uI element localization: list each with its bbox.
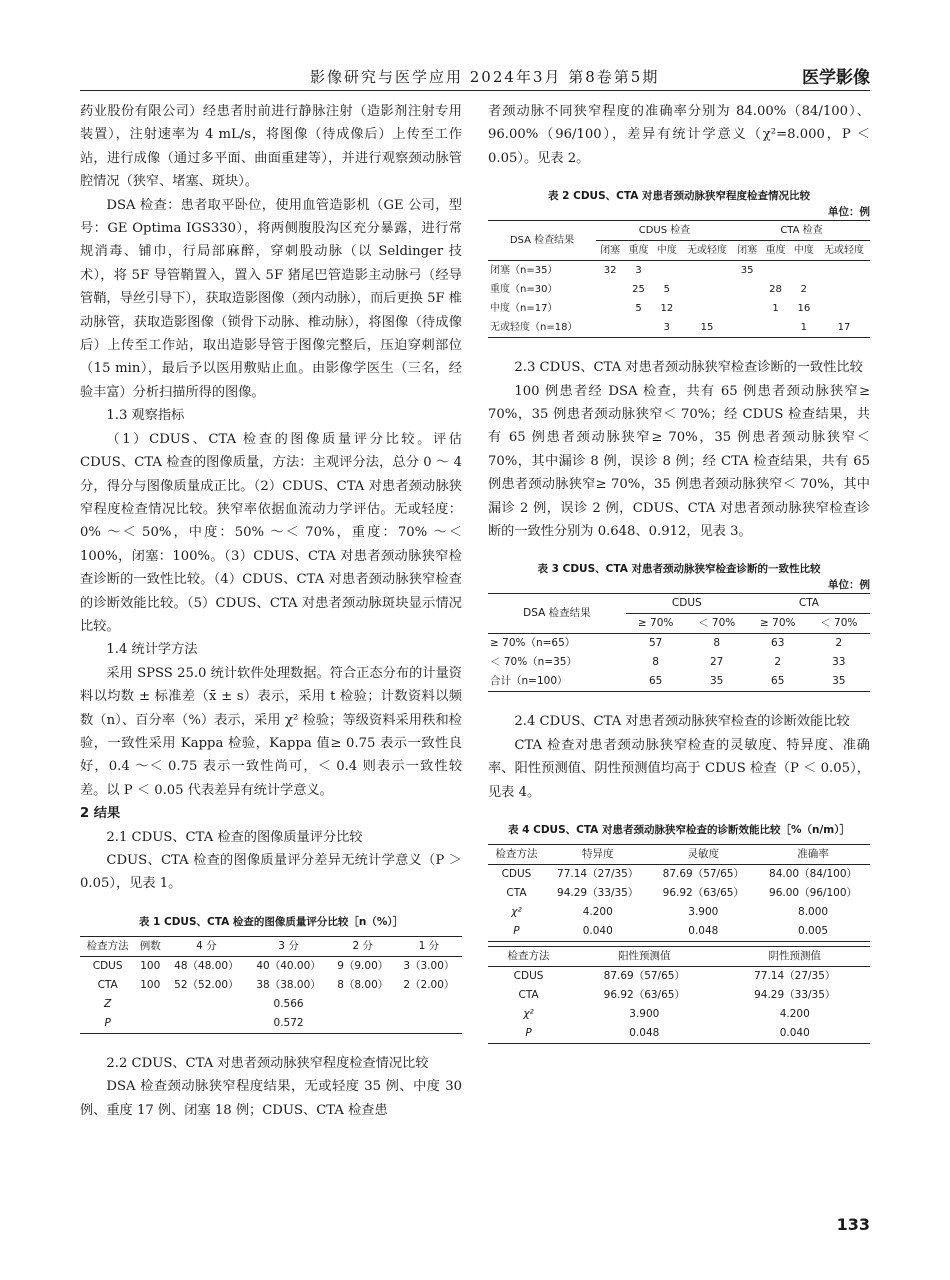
table-cell: 0.005 [798, 925, 829, 938]
table2-unit: 单位：例 [828, 206, 870, 219]
table-header-cell: 3 分 [278, 939, 299, 952]
paragraph: 采用 SPSS 25.0 统计软件处理数据。符合正态分布的计量资料以均数 ± 标准差（x̄ ± s）表示，采用 t 检验；计数资料以频数（n）、百分率（%）表示，采用 χ² 检验；等级资料采用秩和检验，一致性采用 Kappa 检验，Kappa 值≥ 0.75 表示一致性良好，0.4 ～＜ 0.75 表示一致性尚可，＜ 0.4 则表示一致性较差。以 P ＜ 0.05 代表差异有统计学意义。 [80, 665, 462, 798]
table-header-cell: 例数 [139, 939, 161, 952]
table-cell [761, 318, 789, 338]
table-header-cell: 2 分 [352, 939, 373, 952]
table-row [80, 956, 462, 976]
table-cell: 9（9.00） [337, 959, 389, 972]
table-row [80, 976, 462, 995]
table-cell: 2 [835, 637, 843, 650]
table1-caption: 表 1 CDUS、CTA 检查的图像质量评分比较［n（%）］ [138, 915, 404, 928]
table-header-cell: ＜ 70% [698, 617, 736, 630]
table-header-cell: DSA 检查结果 [488, 221, 596, 261]
table-row [488, 299, 870, 318]
table-cell: 94.29（33/35） [557, 887, 639, 900]
table-group-header: CTA [748, 594, 870, 614]
table-cell: 3 [635, 265, 642, 277]
table-cell: 闭塞（n=35） [490, 265, 558, 277]
table-cell: 12 [660, 303, 674, 315]
table-cell: 3.900 [688, 906, 719, 919]
table-cell: 8 [652, 656, 659, 669]
table-cell [596, 318, 624, 338]
table-cell: 重度（n=30） [490, 284, 558, 296]
paragraph: 100 例患者经 DSA 检查，共有 65 例患者颈动脉狭窄≥ 70%，35 例患者颈动脉狭窄＜ 70%；经 CDUS 检查结果，共有 65 例患者颈动脉狭窄≥ 70%，35 例患者颈动脉狭窄＜ 70%，其中漏诊 8 例，误诊 8 例；经 CTA 检查结果，共有 65 例患者颈动脉狭窄≥ 70%，35 例患者颈动脉狭窄＜ 70%，其中漏诊 2 例，误诊 2 例，CDUS、CTA 对患者颈动脉狭窄检查诊断的一致性分别为 0.648、0.912，见表 3。 [488, 383, 870, 540]
table-row [488, 653, 870, 672]
table-cell: 27 [710, 656, 724, 669]
page-number: 133 [836, 1215, 870, 1234]
table-header-cell: 检查方法 [86, 939, 129, 952]
table-cell: P [525, 1027, 532, 1040]
table-header-cell: 1 分 [418, 939, 440, 952]
table-cell: 28 [769, 284, 782, 296]
table4-caption: 表 4 CDUS、CTA 对患者颈动脉狭窄检查的诊断效能比较［%（n/m）］ [508, 824, 850, 837]
table-cell [624, 318, 652, 338]
table-cell: 5 [635, 303, 642, 315]
table-header-cell: 重度 [628, 245, 649, 257]
table-cell: 8.000 [798, 906, 829, 919]
table-cell: 0.048 [629, 1027, 660, 1040]
table-row [488, 1024, 870, 1044]
table-cell: Z [104, 997, 112, 1010]
table-cell: 2 [774, 656, 782, 669]
table-cell: 77.14（27/35） [754, 970, 836, 983]
table-cell: 8 [713, 637, 721, 650]
table-row [488, 903, 870, 922]
table-cell: ≥ 70%（n=65） [490, 637, 576, 650]
table-cell: 48（48.00） [174, 959, 239, 972]
table-row [80, 995, 462, 1014]
table-cell: 3.900 [629, 1008, 660, 1021]
table-cell [653, 261, 681, 281]
table-cell: 87.69（57/65） [603, 970, 685, 983]
table4-part-b [488, 946, 870, 1044]
table-row [488, 967, 870, 987]
table-cell: 35 [740, 265, 754, 277]
table3 [488, 593, 870, 692]
table-cell: 2（2.00） [403, 978, 455, 991]
table-header-cell: 4 分 [196, 939, 217, 952]
table-cell: 无或轻度（n=18） [490, 322, 578, 334]
table-cell: 合计（n=100） [490, 675, 568, 688]
right-column [488, 100, 870, 1044]
table-cell: 65 [648, 675, 663, 688]
table-header-cell: 闭塞 [600, 245, 621, 257]
table-cell: 16 [797, 303, 811, 315]
table-cell: 17 [837, 322, 851, 334]
table-row [80, 1014, 462, 1034]
table-cell [733, 318, 761, 338]
table-header-cell: 灵敏度 [687, 848, 720, 861]
table-cell: 0.572 [273, 1016, 304, 1029]
table-group-header: CTA 检查 [733, 221, 870, 241]
table-cell [790, 261, 818, 281]
paragraph: DSA 检查颈动脉狭窄程度结果，无或轻度 35 例、中度 30 例、重度 17 例、闭塞 18 例；CDUS、CTA 检查患 [80, 1079, 462, 1118]
paragraph: DSA 检查：患者取平卧位，使用血管造影机（GE 公司，型号：GE Optima IGS330），将两侧腹股沟区充分暴露，进行常规消毒、铺巾，行局部麻醉，穿刺股动脉（以 Seldinger 技术），将 5F 导管鞘置入，置入 5F 猪尾巴管造影主动脉弓（经导管鞘，导丝引导下），获取造影图像（颈内动脉），而后更换 5F 椎动脉管，获取造影图像（锁骨下动脉、椎动脉），将图像（待成像后）上传至工作站，取出造影导管于图像完整后，压迫穿刺部位（15 min），最后予以医用敷贴止血。由影像学医生（三名，经验丰富）分析扫描所得的图像。 [80, 197, 462, 400]
table-cell: 96.92（63/65） [662, 887, 744, 900]
table-cell [681, 261, 733, 281]
subsection-heading: 2.4 CDUS、CTA 对患者颈动脉狭窄检查的诊断效能比较 [514, 714, 850, 730]
paragraph: （1）CDUS、CTA 检查的图像质量评分比较。评估 CDUS、CTA 检查的图像质量，方法：主观评分法，总分 0 ～ 4 分，得分与图像质量成正比。（2）CDUS、CTA 对患者颈动脉狭窄程度检查情况比较。狭窄率依据血流动力学评估。无或轻度：0% ～＜ 50%，中度：50% ～＜ 70%，重度：70% ～＜ 100%，闭塞：100%。（3）CDUS、CTA 对患者颈动脉狭窄检查诊断的一致性比较。（4）CDUS、CTA 对患者颈动脉狭窄检查的诊断效能比较。（5）CDUS、CTA 对患者颈动脉斑块显示情况比较。 [80, 431, 462, 634]
table-cell: 4.200 [779, 1008, 810, 1021]
table-row [488, 634, 870, 654]
paragraph: CTA 检查对患者颈动脉狭窄检查的灵敏度、特异度、准确率、阳性预测值、阴性预测值均高于 CDUS 检查（P ＜ 0.05），见表 4。 [488, 737, 870, 800]
table-cell: 5 [663, 284, 671, 296]
table-cell: 15 [700, 322, 714, 334]
table-group-header: CDUS [626, 594, 748, 614]
table-cell: 25 [632, 284, 645, 296]
table-header-cell: ≥ 70% [760, 617, 796, 630]
left-column [80, 100, 462, 1122]
paragraph: 药业股份有限公司）经患者肘前进行静脉注射（造影剂注射专用装置），注射速率为 4 mL/s，将图像（待成像后）上传至工作站，进行成像（通过多平面、曲面重建等），并进行观察颈动脉管腔情况（狭窄、堵塞、斑块）。 [80, 104, 462, 190]
table-cell: P [513, 925, 520, 938]
table-header-cell: ＜ 70% [820, 617, 858, 630]
table-cell [761, 261, 789, 281]
section-tag: 医学影像 [802, 68, 870, 88]
table-cell: 1 [772, 303, 779, 315]
table2-caption: 表 2 CDUS、CTA 对患者颈动脉狭窄程度检查情况比较 [548, 190, 810, 203]
table-cell: CDUS [501, 868, 532, 881]
table-cell: 87.69（57/65） [662, 868, 744, 881]
subsection-heading: 2.2 CDUS、CTA 对患者颈动脉狭窄程度检查情况比较 [106, 1055, 429, 1071]
table-row [488, 280, 870, 299]
table-cell: 8（8.00） [337, 978, 389, 991]
table-cell: 96.92（63/65） [603, 989, 685, 1002]
table4-part-a [488, 844, 870, 942]
table-cell: χ² [523, 1008, 534, 1021]
table-cell: 65 [771, 675, 785, 688]
table-cell: 35 [832, 675, 846, 688]
table-cell: 2 [800, 284, 808, 296]
table-cell: 35 [710, 675, 724, 688]
table-cell: 33 [832, 656, 846, 669]
table-cell: 4.200 [582, 906, 613, 919]
table-cell [818, 299, 870, 318]
table-cell: 57 [648, 637, 663, 650]
journal-title: 影像研究与医学应用 2024年3月 第8卷第5期 [310, 68, 660, 86]
table-header-cell: 检查方法 [507, 950, 550, 963]
table-header-cell: 准确率 [797, 848, 829, 861]
subsection-heading: 1.4 统计学方法 [106, 642, 198, 658]
table-cell [596, 280, 624, 299]
table-row [488, 672, 870, 692]
table-row [488, 986, 870, 1005]
subsection-heading: 1.3 观察指标 [106, 408, 185, 424]
table-cell: 40（40.00） [256, 959, 321, 972]
table3-unit: 单位：例 [828, 579, 870, 592]
table-cell: CDUS [92, 959, 123, 972]
table2 [488, 220, 870, 338]
paragraph: 者颈动脉不同狭窄程度的准确率分别为 84.00%（84/100）、96.00%（96/100），差异有统计学意义（χ²=8.000，P ＜ 0.05）。见表 2。 [488, 104, 870, 166]
table-cell: 0.048 [688, 925, 719, 938]
table-row [488, 318, 870, 338]
table-header-cell: 中度 [656, 245, 677, 257]
table-row [488, 1005, 870, 1024]
table-cell: P [104, 1016, 111, 1029]
table-row [488, 922, 870, 942]
table-cell: ＜ 70%（n=35） [490, 656, 577, 669]
running-header [80, 62, 870, 91]
table-cell [681, 280, 733, 299]
table-header-cell: ≥ 70% [637, 617, 674, 630]
table-cell [733, 299, 761, 318]
table3-caption: 表 3 CDUS、CTA 对患者颈动脉狭窄检查诊断的一致性比较 [537, 563, 821, 576]
table-cell: 100 [140, 978, 161, 991]
table-cell: 中度（n=17） [490, 303, 558, 315]
table-cell: CTA [97, 978, 118, 991]
table-header-cell: 无或轻度 [824, 245, 864, 257]
table-cell: 77.14（27/35） [557, 868, 639, 881]
table-header-cell: 阳性预测值 [618, 950, 671, 963]
table-cell [681, 299, 733, 318]
table-cell: 32 [603, 265, 617, 277]
subsection-heading: 2.3 CDUS、CTA 对患者颈动脉狭窄检查诊断的一致性比较 [514, 360, 863, 376]
table-cell: 0.040 [582, 925, 613, 938]
table-cell: 38（38.00） [256, 978, 321, 991]
table-header-cell: 中度 [793, 245, 814, 257]
subsection-heading: 2.1 CDUS、CTA 检查的图像质量评分比较 [106, 829, 363, 845]
table-cell: 100 [140, 959, 161, 972]
table-row [488, 261, 870, 281]
table-cell: 3 [663, 322, 671, 334]
table-cell: 0.566 [273, 997, 304, 1010]
table-cell: 0.040 [779, 1027, 810, 1040]
table-cell: 1 [800, 322, 808, 334]
table-cell [818, 280, 870, 299]
table-cell [596, 299, 624, 318]
table-cell: χ² [511, 906, 522, 919]
table1 [80, 936, 462, 1034]
table-cell: 52（52.00） [174, 978, 239, 991]
table-cell: 94.29（33/35） [754, 989, 836, 1002]
table-cell [818, 261, 870, 281]
table-cell [733, 280, 761, 299]
table-header-cell: 检查方法 [495, 848, 538, 861]
section-heading: 2 结果 [80, 806, 121, 822]
table-header-cell: 重度 [765, 245, 786, 257]
table-cell: 96.00（96/100） [769, 887, 858, 900]
table-header-cell: 特异度 [581, 848, 614, 861]
table-row [488, 865, 870, 885]
table-header-cell: 无或轻度 [687, 245, 727, 257]
table-header-cell: DSA 检查结果 [488, 594, 626, 634]
table-cell: 63 [771, 637, 785, 650]
table-cell: 3（3.00） [403, 959, 455, 972]
table-cell: CTA [506, 887, 527, 900]
table-row [488, 884, 870, 903]
table-header-cell: 闭塞 [737, 245, 758, 257]
paragraph: CDUS、CTA 检查的图像质量评分差异无统计学意义（P ＞ 0.05），见表 1。 [80, 853, 462, 892]
table-cell: CTA [518, 989, 539, 1002]
table-cell: 84.00（84/100） [769, 868, 858, 881]
table-header-cell: 阴性预测值 [768, 950, 822, 963]
table-cell: CDUS [513, 970, 544, 983]
table-group-header: CDUS 检查 [596, 221, 733, 241]
